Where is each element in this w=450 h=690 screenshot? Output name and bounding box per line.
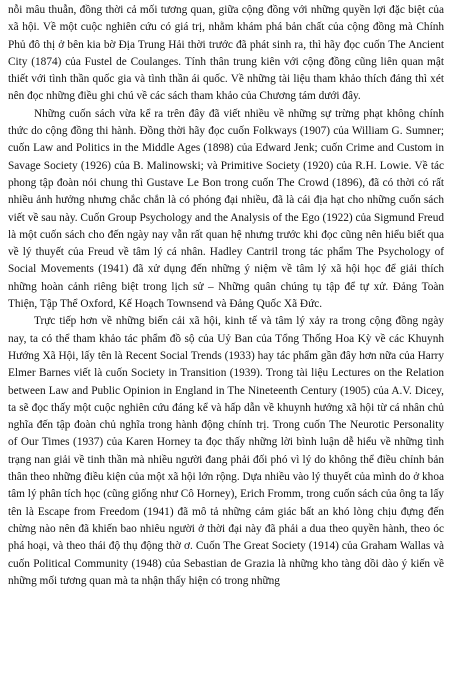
paragraph-3: Trực tiếp hơn về những biến cải xã hội, kinh tế và tâm lý xảy ra trong cộng đồng ngày nay, ta có thể tham khảo tác phẩm đồ sộ của Uỷ Ban của Tổng Thống Hoa Kỳ về các Khuynh Hướng Xã Hội, lấy tên là Recent Social Trends (1933) hay tác phẩm gần đây hơn nữa của Harry Elmer Barnes viết là cuốn Society in Transition (1939). Trong tài liệu Lectures on the Relation between Law and Public Opinion in England in The Nineteenth Century (1905) của A.V. Dicey, ta sẽ đọc thấy một cuộc nghiên cứu đáng kể và hấp dẫn về khuynh hướng xã hội từ cá nhân chủ nghĩa đến tập đoàn chủ nghĩa trong hành động chính trị. Trong cuốn The Neurotic Personality of Our Times (1937) của Karen Horney ta đọc thấy những lời bình luận dễ hiểu về những tình trạng nan giải về tinh thần mà nhiều người đang phải đối phó vì lý do không thể điều chỉnh bản thân theo những điều kiện của một xã hội lớn rộng. Dựa nhiều vào lý thuyết của mình do ở khoa tâm lý phân tích học (cũng giống như Cô Horney), Erich Fromm, trong cuốn sách của ông ta lấy tên là Escape from Freedom (1941) đã mô tả những cảm giác bất an khó lòng chịu đựng đến chừng nào nên đã khiến bao nhiêu người ở thời đại này đã phải a dua theo quyền hành, theo óc phá hoại, và theo thái độ thụ động thờ ơ. Cuốn The Great Society (1914) của Graham Wallas và cuốn Political Community (1948) của Sebastian de Grazia là những kho tàng dồi dào ý kiến về những mối tương quan mà ta nhận thấy hiện có trong những (8, 315, 444, 587)
paragraph-1: nỗi mâu thuẫn, đồng thời cả mối tương quan, giữa cộng đồng với những quyền lợi đặc biệt của xã hội. Về một cuộc nghiên cứu có giá trị, nhằm khám phá bản chất của cộng đồng mà Chính Phủ đô thị ở bên kia bờ Địa Trung Hải thời trước đã phát sinh ra, thì hãy đọc cuốn The Ancient City (1874) của Fustel de Coulanges. Tính thân trung kiên với cộng đồng cũng liên quan mật thiết với tình thần quốc gia và tình thần ái quốc. Về những tài liệu tham khảo thích đáng thì xét nên đọc những điều ghi chú về các sách tham khảo của Chương tám dưới đây. (8, 4, 444, 103)
paragraph-2: Những cuốn sách vừa kể ra trên đây đã viết nhiều về những sự trừng phạt không chính thức do cộng đồng thi hành. Đồng thời hãy đọc cuốn Folkways (1907) của William G. Sumner; cuốn Law and Politics in the Middle Ages (1898) của Edward Jenk; cuốn Crime and Custom in Savage Society (1926) của B. Malinowski; và Primitive Society (1920) của R.H. Lowie. Về tác phong tập đoàn nói chung thì Gustave Le Bon trong cuốn The Crowd (1896), đã có thời có rất nhiều ảnh hưởng nhưng chắc chắn là có phóng đại nhiều, đã là cái địa hạt cho những cuốn sách viết về sau này. Cuốn Group Psychology and the Analysis of the Ego (1922) của Sigmund Freud là một cuốn sách cho đến ngày nay vẫn rất quan hệ nhưng trước khi đọc cũng nên hiểu biết qua về lý thuyết của Freud về tâm lý cá nhân. Hadley Cantril trong tác phẩm The Psychology of Social Movements (1941) đã xử dụng đến những ý niệm về tâm lý xã hội học để giải thích những hoàn cảnh riêng biệt trong lịch sử – Những quân chúng tụ tập để tự xử. Đảng Toàn Thiện, Tập Thể Oxford, Kế Hoạch Townsend và Đảng Quốc Xã Đức. (8, 107, 444, 311)
